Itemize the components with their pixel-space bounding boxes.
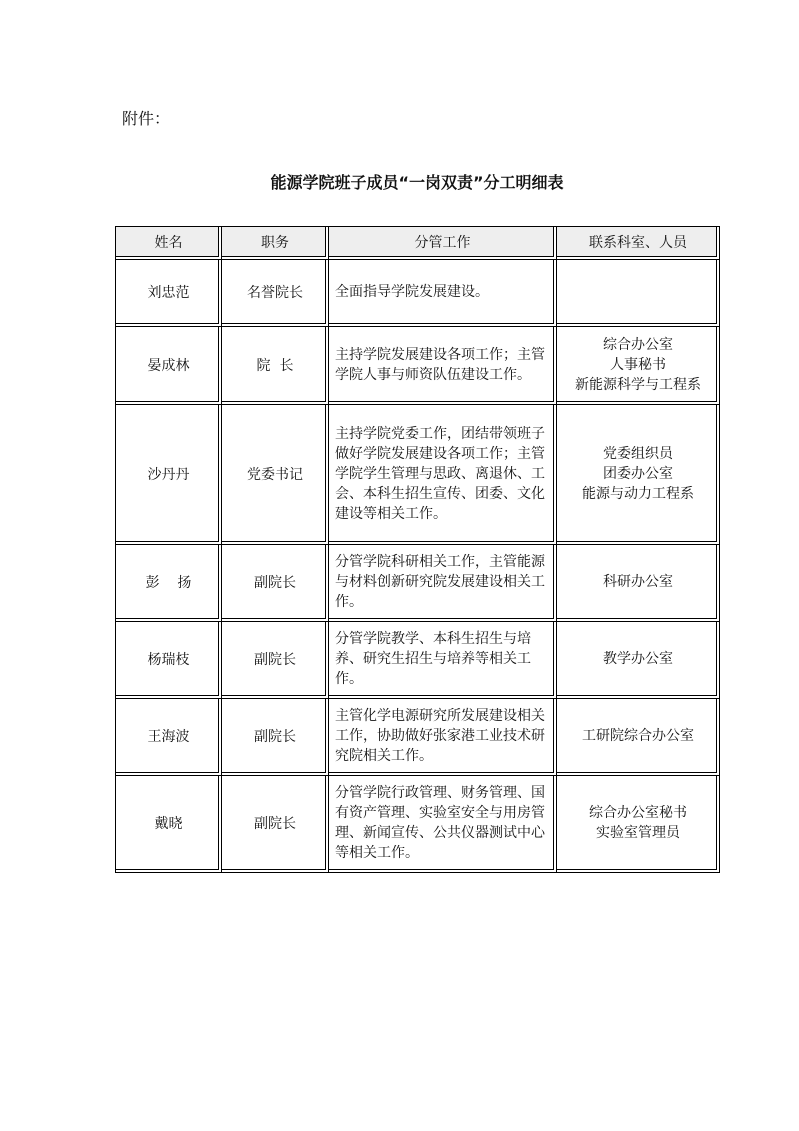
member-name: 刘忠范 <box>116 260 222 327</box>
document-title: 能源学院班子成员“一岗双责”分工明细表 <box>270 173 564 192</box>
table-row <box>116 327 720 405</box>
member-duties: 分管学院行政管理、财务管理、国有资产管理、实验室安全与用房管理、新闻宣传、公共仪器测试中心等相关工作。 <box>329 776 557 873</box>
member-name: 戴晓 <box>116 776 222 873</box>
header-name: 姓名 <box>116 227 222 260</box>
contact-line: 能源与动力工程系 <box>582 485 694 502</box>
contact-line: 新能源科学与工程系 <box>575 376 701 393</box>
member-duties: 分管学院科研相关工作，主管能源与材料创新研究院发展建设相关工作。 <box>329 545 557 622</box>
member-duties: 主管化学电源研究所发展建设相关工作，协助做好张家港工业技术研究院相关工作。 <box>329 699 557 776</box>
member-duties: 主持学院发展建设各项工作；主管学院人事与师资队伍建设工作。 <box>329 327 557 405</box>
member-duties: 主持学院党委工作，团结带领班子做好学院发展建设各项工作；主管学院学生管理与思政、离退休、工会、本科生招生宣传、团委、文化建设等相关工作。 <box>329 405 557 545</box>
member-position: 党委书记 <box>222 405 329 545</box>
table-row <box>116 699 720 776</box>
contact-line: 团委办公室 <box>603 465 673 482</box>
member-contacts <box>557 405 720 545</box>
member-contacts <box>557 699 720 776</box>
duty-table <box>115 226 720 873</box>
header-contacts: 联系科室、人员 <box>557 227 720 260</box>
contact-line: 综合办公室秘书 <box>589 805 687 821</box>
table-row <box>116 776 720 873</box>
member-contacts <box>557 327 720 405</box>
contact-line: 教学办公室 <box>603 651 673 667</box>
member-position: 名誉院长 <box>222 260 329 327</box>
member-position: 副院长 <box>222 545 329 622</box>
contact-line: 科研办公室 <box>603 574 673 590</box>
member-position: 副院长 <box>222 622 329 699</box>
contact-line: 实验室管理员 <box>596 825 680 841</box>
member-position: 副院长 <box>222 699 329 776</box>
member-name: 沙丹丹 <box>116 405 222 545</box>
member-contacts <box>557 776 720 873</box>
table-row <box>116 622 720 699</box>
member-name: 杨瑞枝 <box>116 622 222 699</box>
member-name: 王海波 <box>116 699 222 776</box>
member-position: 院 长 <box>222 327 329 405</box>
contact-line: 党委组织员 <box>603 445 673 462</box>
contact-line: 工研院综合办公室 <box>582 728 694 744</box>
table-row <box>116 545 720 622</box>
member-name: 晏成林 <box>116 327 222 405</box>
contact-line: 人事秘书 <box>610 356 666 373</box>
attachment-label: 附件： <box>122 109 171 128</box>
member-contacts <box>557 622 720 699</box>
table-row <box>116 405 720 545</box>
header-position: 职务 <box>222 227 329 260</box>
header-duties: 分管工作 <box>329 227 557 260</box>
member-duties: 全面指导学院发展建设。 <box>329 260 557 327</box>
member-name: 彭 扬 <box>116 545 222 622</box>
member-duties: 分管学院教学、本科生招生与培养、研究生招生与培养等相关工作。 <box>329 622 557 699</box>
table-header-row <box>116 227 720 260</box>
member-contacts <box>557 545 720 622</box>
member-position: 副院长 <box>222 776 329 873</box>
member-contacts <box>557 260 720 327</box>
table-row <box>116 260 720 327</box>
contact-line: 综合办公室 <box>603 336 673 353</box>
